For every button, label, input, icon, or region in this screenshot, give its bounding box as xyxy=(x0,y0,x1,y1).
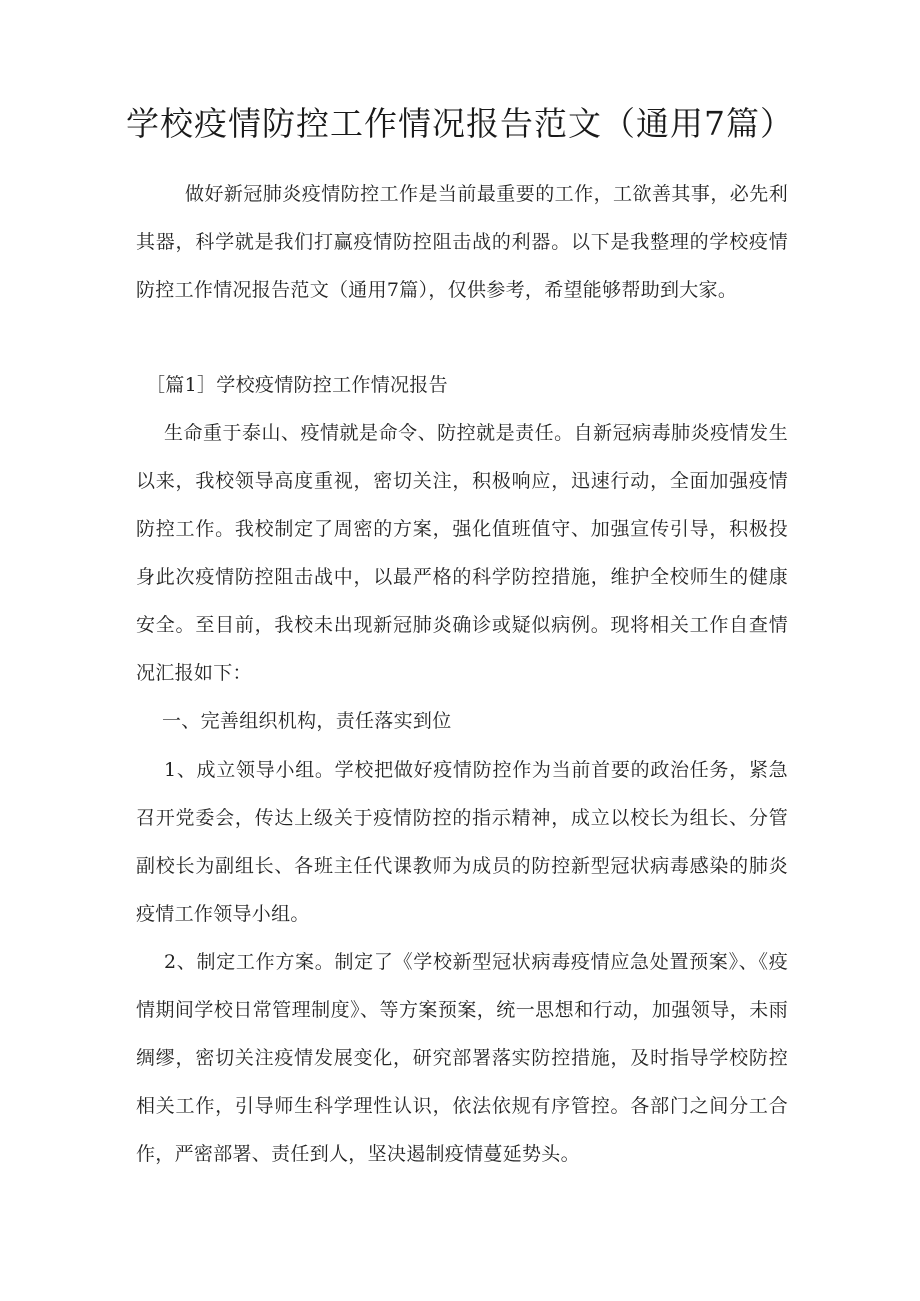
document-title: 学校疫情防控工作情况报告范文（通用7篇） xyxy=(126,104,794,143)
body-paragraph: 生命重于泰山、疫情就是命令、防控就是责任。自新冠病毒肺炎疫情发生以来，我校领导高度重视，密切关注，积极响应，迅速行动，全面加强疫情防控工作。我校制定了周密的方案，强化值班值守、加强宣传引导，积极投身此次疫情防控阻击战中，以最严格的科学防控措施，维护全校师生的健康安全。至目前，我校未出现新冠肺炎确诊或疑似病例。现将相关工作自查情况汇报如下： xyxy=(136,422,788,684)
list-item-2: 2、制定工作方案。制定了《学校新型冠状病毒疫情应急处置预案》、《疫情期间学校日常管理制度》、等方案预案，统一思想和行动，加强领导，未雨绸缪，密切关注疫情发展变化，研究部署落实防控措施，及时指导学校防控相关工作，引导师生科学理性认识，依法依规有序管控。各部门之间分工合作，严密部署、责任到人，坚决遏制疫情蔓延势头。 xyxy=(136,951,788,1165)
sub-heading: 一、完善组织机构，责任落实到位 xyxy=(162,710,452,732)
intro-paragraph: 做好新冠肺炎疫情防控工作是当前最重要的工作，工欲善其事，必先利其器，科学就是我们打赢疫情防控阻击战的利器。以下是我整理的学校疫情防控工作情况报告范文（通用7篇），仅供参考，希望能够帮助到大家。 xyxy=(136,183,788,301)
section-heading: ［篇1］学校疫情防控工作情况报告 xyxy=(146,374,448,396)
list-item-1: 1、成立领导小组。学校把做好疫情防控作为当前首要的政治任务，紧急召开党委会，传达上级关于疫情防控的指示精神，成立以校长为组长、分管副校长为副组长、各班主任代课教师为成员的防控新型冠状病毒感染的肺炎疫情工作领导小组。 xyxy=(136,759,788,925)
